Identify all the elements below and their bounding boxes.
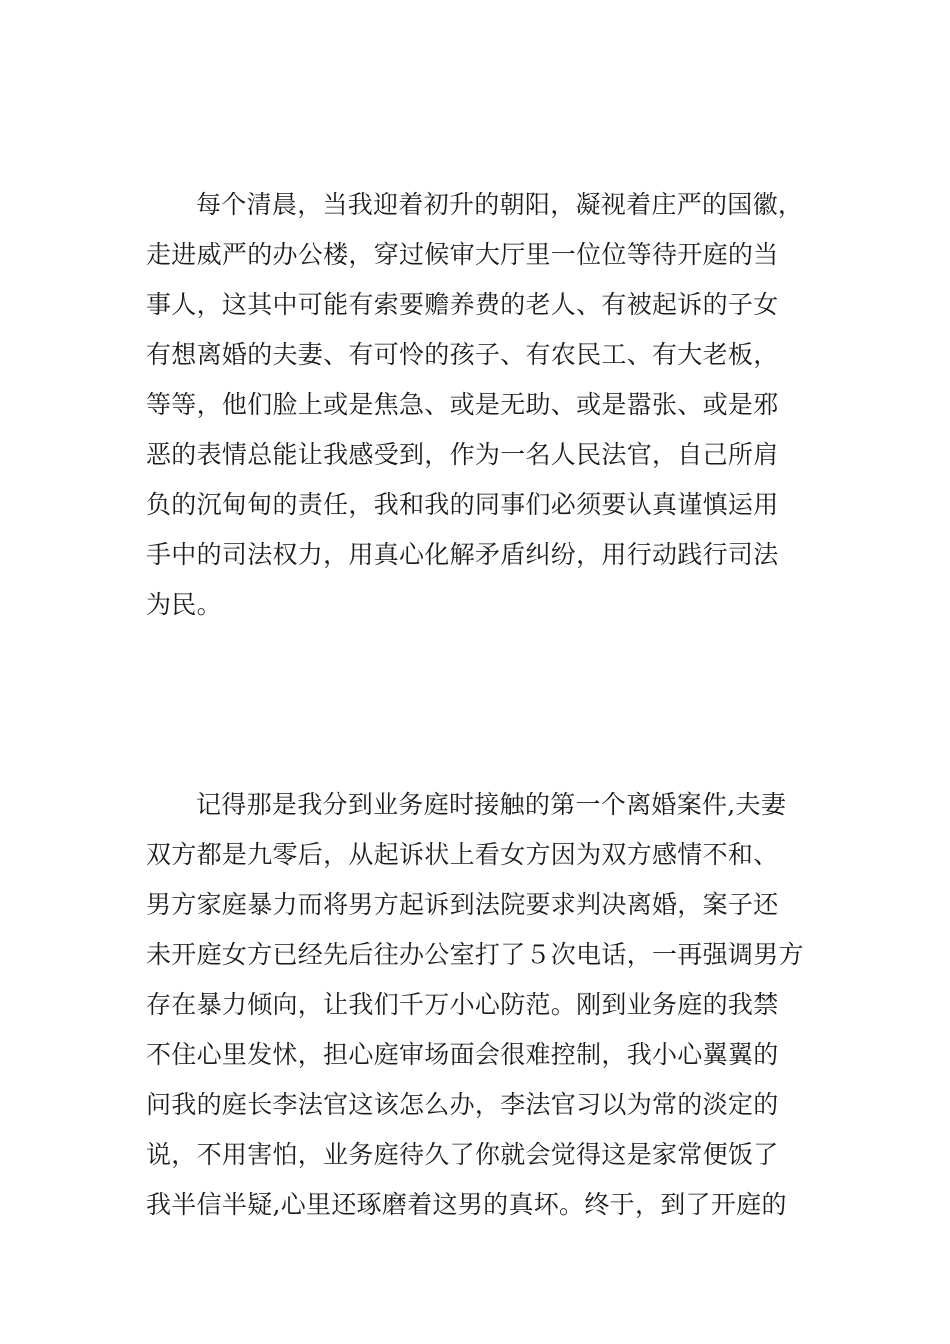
paragraph-line: 双方都是九零后，从起诉状上看女方因为双方感情不和、 xyxy=(146,840,779,869)
paragraph-line: 我半信半疑,心里还琢磨着这男的真坏。终于，到了开庭的 xyxy=(146,1190,787,1219)
paragraph-2 xyxy=(146,780,816,1230)
paragraph-1 xyxy=(146,180,816,630)
paragraph-line: 走进威严的办公楼，穿过候审大厅里一位位等待开庭的当 xyxy=(146,240,779,269)
paragraph-line: 事人，这其中可能有索要赡养费的老人、有被起诉的子女 xyxy=(146,290,779,319)
paragraph-line: 每个清晨，当我迎着初升的朝阳，凝视着庄严的国徽， xyxy=(196,190,804,219)
paragraph-line: 问我的庭长李法官这该怎么办，李法官习以为常的淡定的 xyxy=(146,1090,779,1119)
paragraph-line: 男方家庭暴力而将男方起诉到法院要求判决离婚，案子还 xyxy=(146,890,779,919)
paragraph-line: 不住心里发怵，担心庭审场面会很难控制，我小心翼翼的 xyxy=(146,1040,779,1069)
paragraph-line: 等等，他们脸上或是焦急、或是无助、或是嚣张、或是邪 xyxy=(146,390,779,419)
paragraph-line: 为民。 xyxy=(146,590,222,619)
paragraph-line: 恶的表情总能让我感受到，作为一名人民法官，自己所肩 xyxy=(146,440,779,469)
paragraph-line: 说，不用害怕，业务庭待久了你就会觉得这是家常便饭了 xyxy=(146,1140,779,1169)
paragraph-line: 记得那是我分到业务庭时接触的第一个离婚案件,夫妻 xyxy=(196,790,787,819)
paragraph-line: 负的沉甸甸的责任，我和我的同事们必须要认真谨慎运用 xyxy=(146,490,779,519)
paragraph-line: 存在暴力倾向，让我们千万小心防范。刚到业务庭的我禁 xyxy=(146,990,779,1019)
paragraph-line: 未开庭女方已经先后往办公室打了５次电话，一再强调男方 xyxy=(146,940,804,969)
paragraph-line: 手中的司法权力，用真心化解矛盾纠纷，用行动践行司法 xyxy=(146,540,779,569)
paragraph-line: 有想离婚的夫妻、有可怜的孩子、有农民工、有大老板， xyxy=(146,340,779,369)
